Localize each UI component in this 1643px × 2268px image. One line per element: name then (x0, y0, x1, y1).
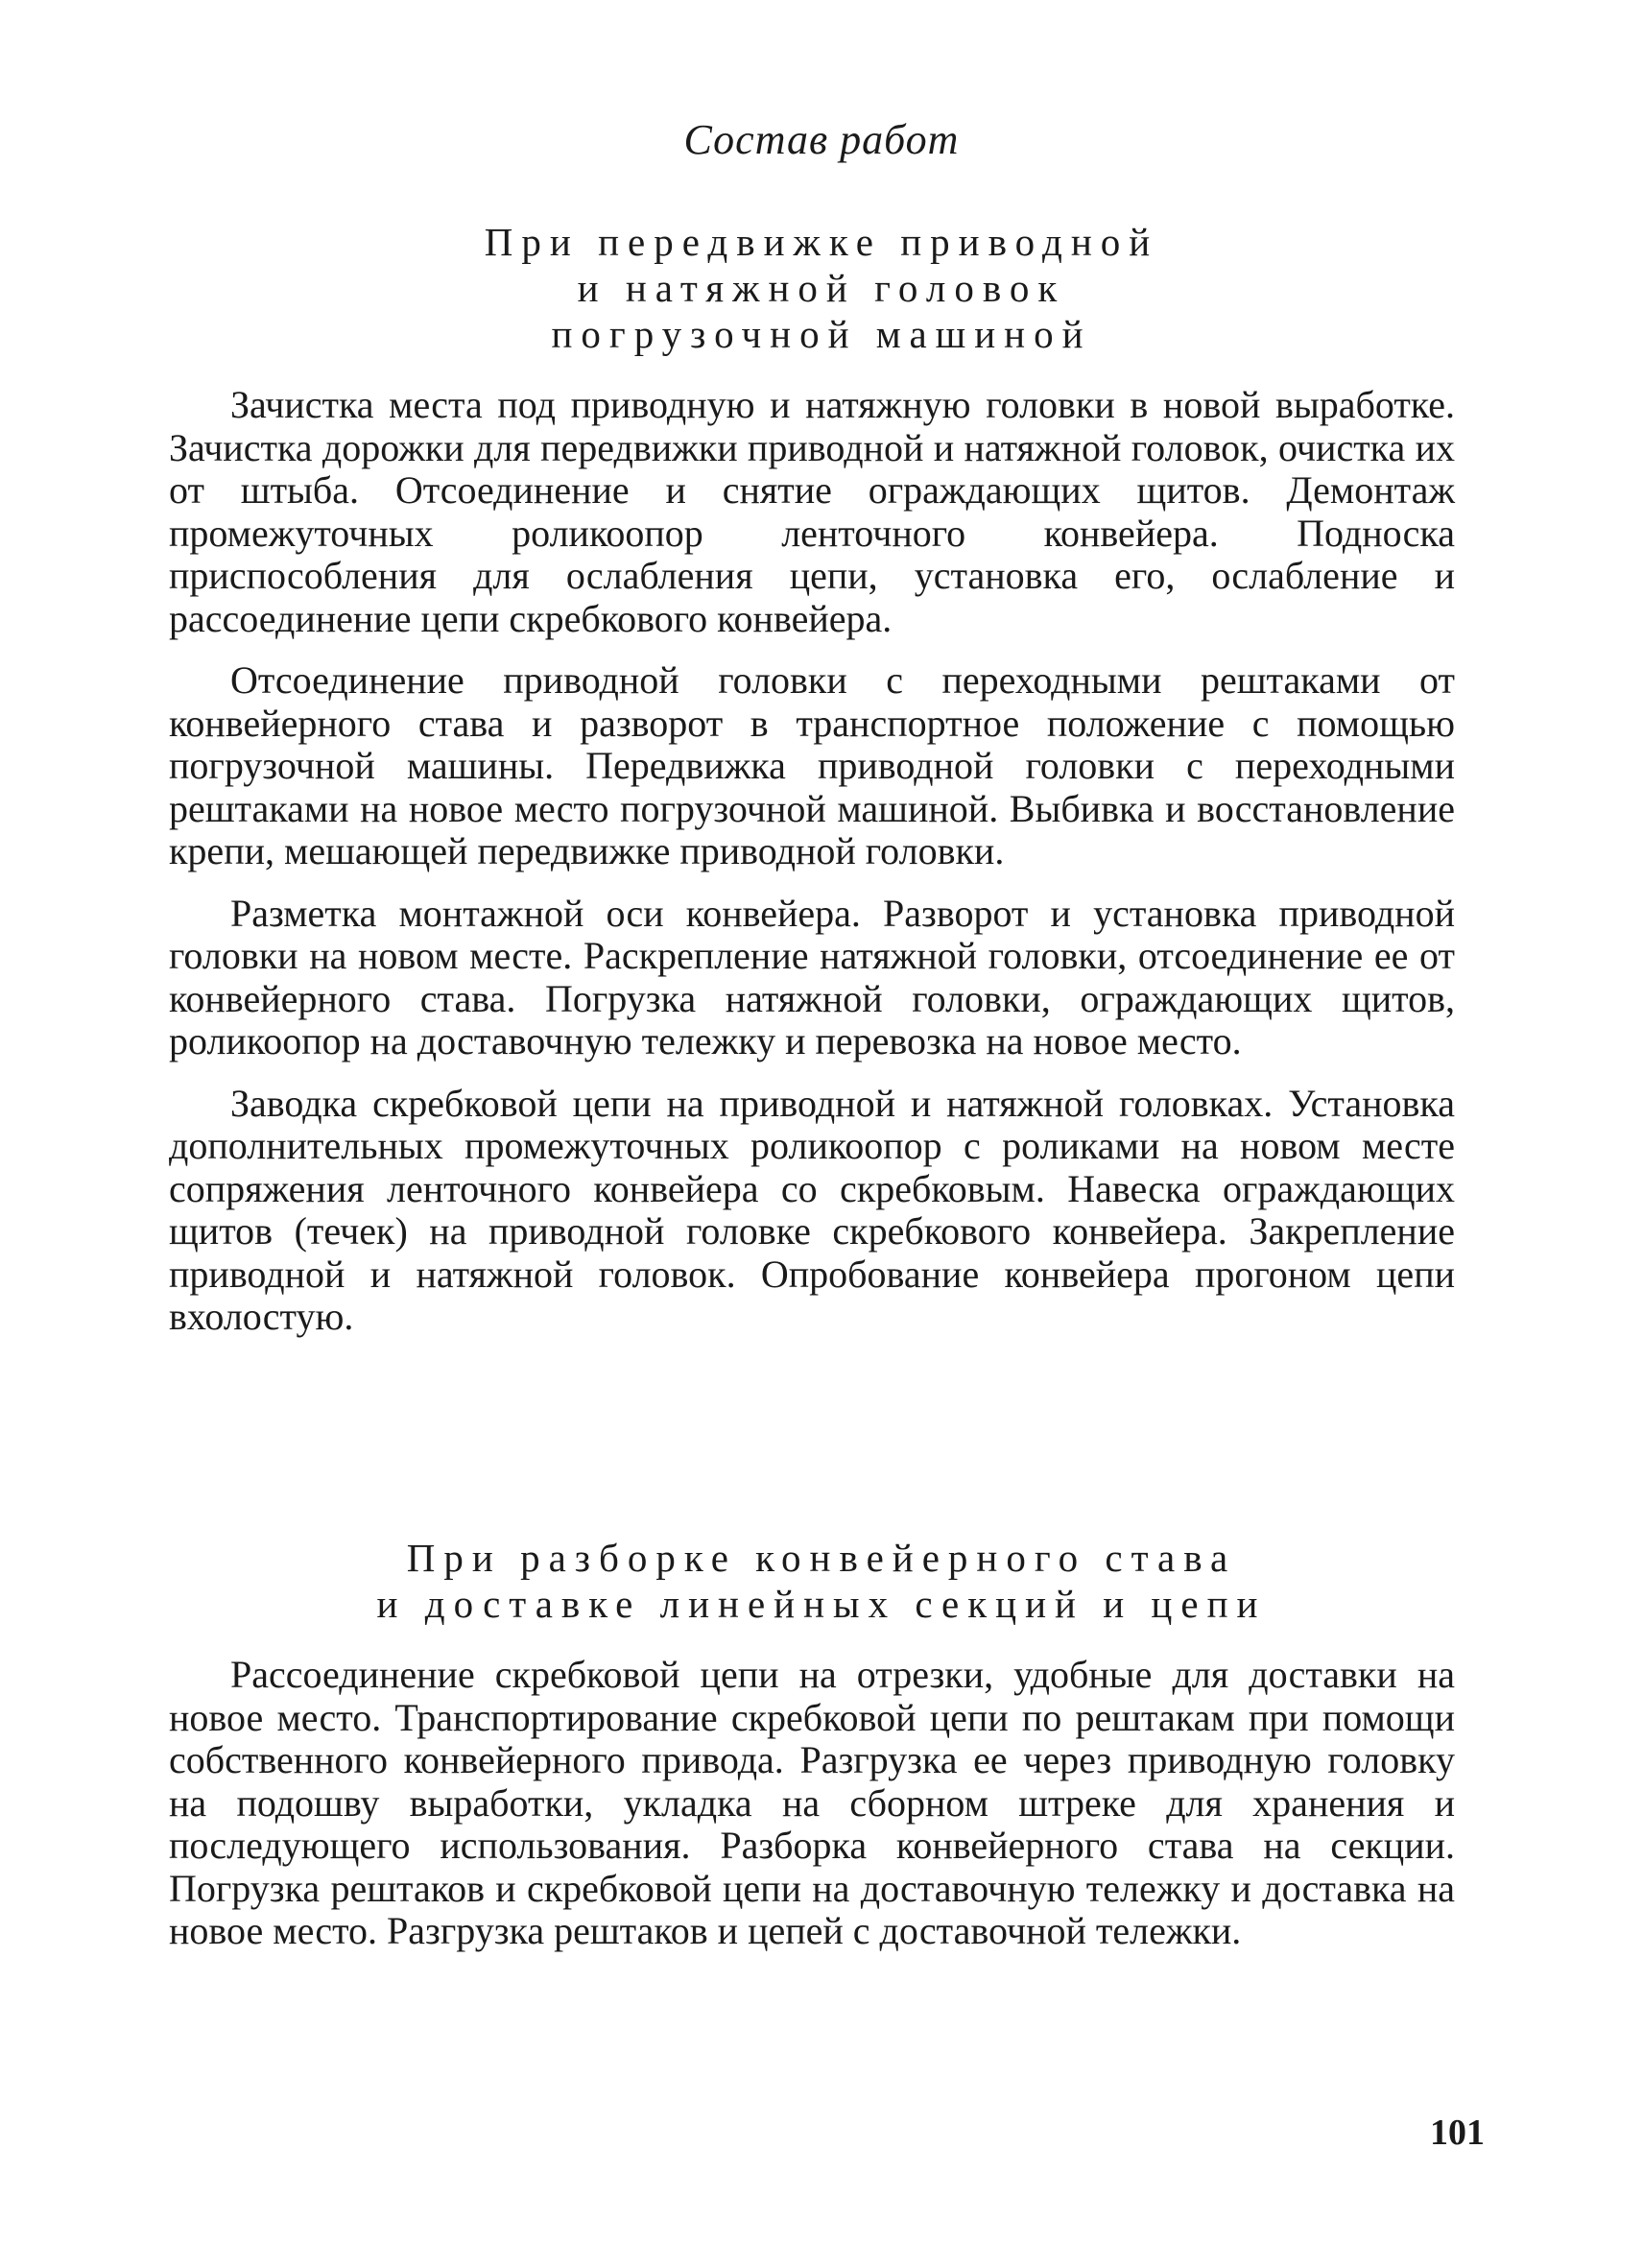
paragraph: Отсоединение приводной головки с переходными рештаками от конвейерного става и разворот в транспортное положение с помощью погрузочной машины. Передвижка приводной головки с переходными рештаками на новое место погрузочной машиной. Выбивка и восстановление крепи, мешающей передвижке приводной головки. (169, 658, 1455, 872)
section-heading-transfer (0, 219, 1643, 357)
section-body-transfer (169, 384, 1455, 1339)
section-body-disassembly (169, 1654, 1455, 1953)
heading-line: погрузочной машиной (551, 312, 1092, 356)
paragraph: Заводка скребковой цепи на приводной и натяжной головках. Установка дополнительных промежуточных роликоопор с роликами на новом месте сопряжения ленточного конвейера со скребковым. Навеска ограждающих щитов (течек) на приводной головке скребкового конвейера. Закрепление приводной и натяжной головок. Опробование конвейера прогоном цепи вхолостую. (169, 1081, 1455, 1338)
paragraph: Разметка монтажной оси конвейера. Разворот и установка приводной головки на новом месте. Раскрепление натяжной головки, отсоединение ее от конвейерного става. Погрузка натяжной головки, ограждающих щитов, роликоопор на доставочную тележку и перевозка на новое место. (169, 891, 1455, 1062)
heading-line: При передвижке приводной (484, 220, 1159, 264)
paragraph: Рассоединение скребковой цепи на отрезки, удобные для доставки на новое место. Транспортирование скребковой цепи по рештакам при помощи собственного конвейерного привода. Разгрузка ее через приводную головку на подошву выработки, укладка на сборном штреке для хранения и последующего использования. Разборка конвейерного става на секции. Погрузка рештаков и скребковой цепи на доставочную тележку и доставка на новое место. Разгрузка рештаков и цепей с доставочной тележки. (169, 1653, 1455, 1952)
section-heading-disassembly (0, 1535, 1643, 1627)
heading-line: При разборке конвейерного става (406, 1536, 1237, 1580)
heading-line: и натяжной головок (577, 266, 1066, 310)
heading-line: и доставке линейных секций и цепи (376, 1582, 1267, 1626)
page-title: Состав работ (683, 116, 960, 163)
paragraph: Зачистка места под приводную и натяжную головки в новой выработке. Зачистка дорожки для передвижки приводной и натяжной головок, очистка их от штыба. Отсоединение и снятие ограждающих щитов. Демонтаж промежуточных роликоопор ленточного конвейера. Подноска приспособления для ослабления цепи, установка его, ослабление и рассоединение цепи скребкового конвейера. (169, 383, 1455, 640)
page-number: 101 (1430, 2113, 1485, 2153)
